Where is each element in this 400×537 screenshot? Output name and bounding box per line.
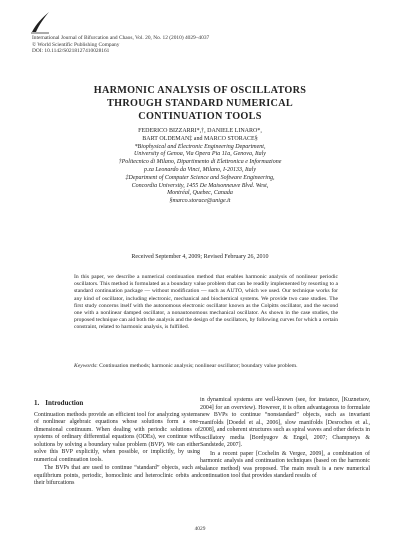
- page-number: 4029: [194, 526, 206, 532]
- intro-paragraph-3: in dynamical systems are well-known (see, for instance, [Kuznetsov, 2004] for an overview). However, it is often advantageous to formulate new BVPs to continue “nonstandard” objects, such as invariant manifolds [Doedel et al., 2006], slow manifolds [Desroches et al., 2008], and coherent structures such as spiral waves and other defects in oscillatory media [Bordyugov & Engel, 2007; Champneys & Sandstede, 2007].: [200, 397, 370, 449]
- affiliation-2-line-2: p.za Leonardo da Vinci, Milano, I-20133, Italy: [144, 166, 256, 173]
- intro-paragraph-2: The BVPs that are used to continue “standard” objects, such as equilibrium points, periodic, homoclinic and heteroclinic orbits and their bifurcations: [34, 465, 200, 487]
- section-heading: [34, 400, 200, 408]
- intro-paragraph-4: In a recent paper [Cochelin & Vergez, 2009], a combination of harmonic analysis and continuation techniques (based on the harmonic balance method) was proposed. The main result is a new numerical continuation tool that provides standard results of: [200, 450, 370, 480]
- journal-header: [32, 35, 209, 55]
- paper-title: [0, 84, 400, 123]
- author-block: [0, 128, 400, 206]
- author-line-1: FEDERICO BIZZARRI*,†, DANIELE LINARO*,: [138, 128, 262, 134]
- affiliation-1-line-2: University of Genoa, Via Opera Pia 11a, Genova, Italy: [134, 151, 266, 158]
- abstract: In this paper, we describe a numerical continuation method that enables harmonic analysis of nonlinear periodic oscillators. This method is formulated as a boundary value problem that can be readily implemented by resorting to a standard continuation package — without modification — such as AUTO, which we used. Our technique works for any kind of oscillator, including electronic, mechanical and biochemical systems. We provide two case studies. The first study concerns itself with the autonomous electronic oscillator known as the Colpitts oscillator, and the second one with a nonlinear damped oscillator, a nonautonomous mechanical oscillator. As shown in the case studies, the proposed technique can aid both the analysis and the design of the oscillators, by following curves for which a certain constraint, related to harmonic analysis, is fulfilled.: [74, 274, 338, 331]
- author-line-2: BART OLDEMAN‡ and MARCO STORACE§: [142, 135, 258, 142]
- intro-paragraph-1: Continuation methods provide an efficient tool for analyzing systems of nonlinear algebraic equations whose solutions form a one-dimensional continuum. When dealing with periodic solutions of systems of ordinary differential equations (ODEs), we continue with solutions by solving a boundary value problem (BVP). We can either solve this BVP explicitly, when possible, or implicitly, by using numerical continuation tools.: [34, 411, 200, 463]
- title-line-1: HARMONIC ANALYSIS OF OSCILLATORS: [93, 85, 307, 96]
- journal-citation: International Journal of Bifurcation and Chaos, Vol. 20, No. 12 (2010) 4029–4037: [32, 35, 210, 41]
- received-dates: Received September 4, 2009; Revised February 26, 2010: [131, 254, 269, 260]
- copyright-line: © World Scientific Publishing Company: [32, 41, 120, 48]
- left-column: [34, 400, 200, 489]
- affiliation-1-line-1: *Biophysical and Electronic Engineering Department,: [134, 143, 266, 150]
- author-email: §marco.storace@unige.it: [169, 198, 231, 205]
- title-line-2: THROUGH STANDARD NUMERICAL: [107, 98, 293, 109]
- keywords-label: Keywords: [74, 363, 97, 369]
- doi-line: DOI: 10.1142/S0218127410028161: [32, 48, 110, 55]
- affiliation-3-line-2: Concordia University, 1455 De Maisonneuve Blvd. West,: [131, 182, 269, 189]
- keywords-text: : Continuation methods; harmonic analysis; nonlinear oscillator; boundary value problem.: [96, 363, 298, 369]
- section-title: Introduction: [45, 399, 84, 407]
- affiliation-2-line-1: †Politecnico di Milano, Dipartimento di Elettronica e Informazione: [118, 159, 282, 166]
- publisher-logo-icon: [30, 10, 50, 34]
- right-column: [200, 397, 370, 482]
- section-number: 1.: [34, 399, 40, 407]
- keywords: [74, 363, 338, 370]
- affiliation-3-line-3: Montréal, Quebec, Canada: [167, 190, 233, 197]
- affiliation-3-line-1: ‡Department of Computer Science and Software Engineering,: [125, 174, 275, 181]
- title-line-3: CONTINUATION TOOLS: [138, 111, 262, 122]
